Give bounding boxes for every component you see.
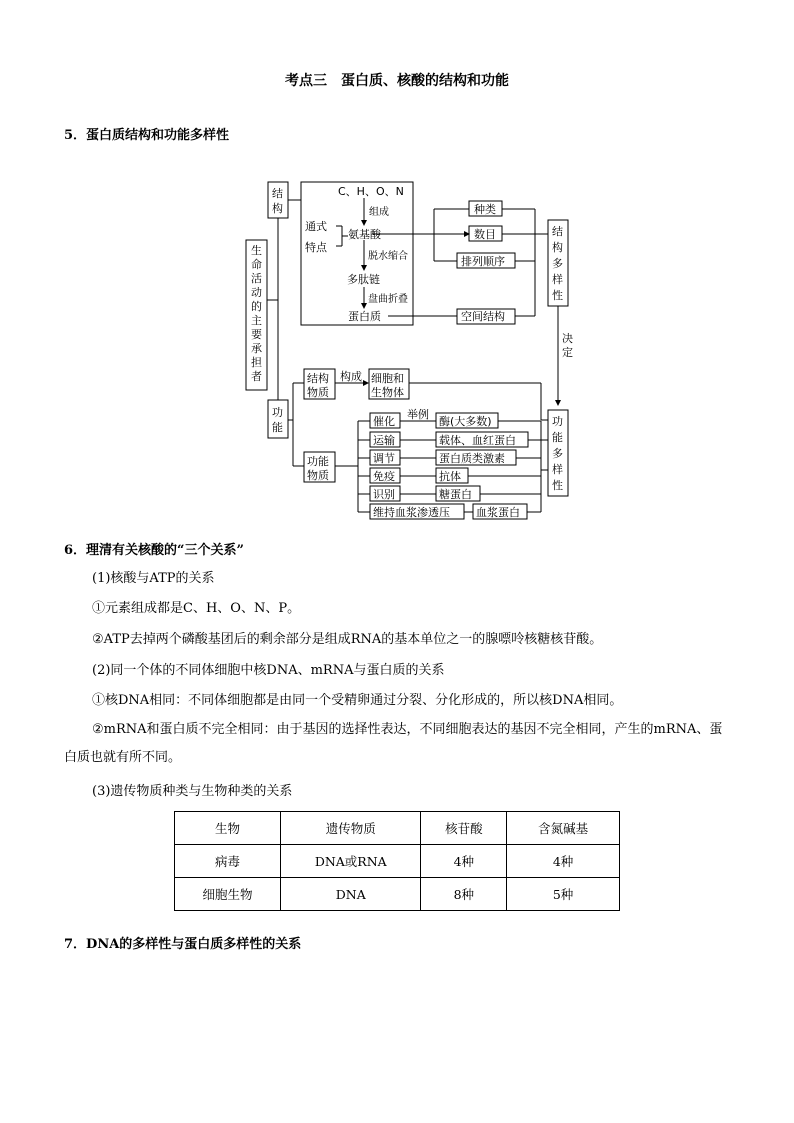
decide-label [562, 331, 573, 359]
amino-acid-text: 氨基酸 [348, 228, 381, 241]
svg-text:功能: 功能 [307, 455, 329, 468]
s1-title: (1)核酸与ATP的关系 [92, 571, 215, 586]
function-item: 调节 [373, 452, 395, 465]
function-item: 维持血浆渗透压 [373, 506, 450, 519]
svg-text:样: 样 [552, 463, 563, 476]
svg-text:性: 性 [552, 289, 563, 302]
svg-text:结: 结 [552, 225, 563, 238]
svg-text:活: 活 [251, 272, 262, 285]
svg-text:担: 担 [251, 356, 262, 369]
table-header-cell: 遗传物质 [281, 812, 421, 845]
svg-text:定: 定 [562, 346, 573, 359]
svg-text:结构: 结构 [307, 372, 329, 385]
svg-text:命: 命 [251, 258, 262, 271]
spatial-text: 空间结构 [461, 310, 505, 323]
protein-concept-diagram [0, 0, 794, 540]
svg-text:构: 构 [272, 202, 283, 215]
compose-text: 组成 [369, 207, 389, 218]
functional-material-label [307, 454, 329, 482]
s2-item-b: ②mRNA和蛋白质不完全相同：由于基因的选择性表达，不同细胞表达的基因不完全相同，产生的mRNA、蛋白质也就有所不同。 [64, 722, 723, 765]
table-header-cell: 核苷酸 [421, 812, 507, 845]
example-item: 抗体 [439, 470, 461, 483]
dehydration-text: 脱水缩合 [368, 251, 408, 262]
table-header-cell: 含氮碱基 [507, 812, 620, 845]
svg-text:主: 主 [251, 314, 262, 327]
table-cell: DNA或RNA [281, 845, 421, 878]
s2-title: (2)同一个体的不同体细胞中核DNA、mRNA与蛋白质的关系 [92, 663, 445, 678]
number-text: 数目 [474, 228, 496, 241]
example-text: 举例 [407, 408, 429, 421]
svg-text:生: 生 [251, 244, 262, 257]
page-title: 考点三 蛋白质、核酸的结构和功能 [285, 73, 509, 89]
table-row [175, 878, 620, 911]
function-list [373, 414, 520, 519]
svg-text:能: 能 [272, 421, 283, 434]
svg-text:的: 的 [251, 300, 262, 313]
svg-text:功: 功 [272, 406, 283, 419]
section5-heading: 5．蛋白质结构和功能多样性 [64, 128, 230, 143]
svg-text:多: 多 [552, 447, 563, 460]
feature-text: 特点 [305, 241, 327, 254]
table-cell: 5种 [507, 878, 620, 911]
example-item: 酶(大多数) [439, 415, 492, 428]
svg-text:多: 多 [552, 257, 563, 270]
svg-text:物质: 物质 [307, 386, 329, 399]
s1-item-b: ②ATP去掉两个磷酸基团后的剩余部分是组成RNA的基本单位之一的腺嘌呤核糖核苷酸。 [92, 632, 603, 647]
function-item: 免疫 [373, 470, 395, 483]
svg-text:性: 性 [552, 479, 563, 492]
table-row [175, 845, 620, 878]
example-item: 载体、血红蛋白 [439, 434, 516, 447]
polypeptide-text: 多肽链 [347, 273, 380, 286]
genetic-material-table [174, 811, 620, 911]
svg-text:能: 能 [552, 431, 563, 444]
table-cell: DNA [281, 878, 421, 911]
general-formula-text: 通式 [305, 220, 327, 233]
cell-organism-label [371, 372, 404, 399]
protein-text: 蛋白质 [348, 310, 381, 323]
order-text: 排列顺序 [461, 255, 505, 268]
type-text: 种类 [474, 203, 496, 216]
table-cell: 4种 [507, 845, 620, 878]
s2-item-a: ①核DNA相同：不同体细胞都是由同一个受精卵通过分裂、分化形成的，所以核DNA相同。 [92, 693, 623, 708]
structure-diversity-label [552, 224, 563, 302]
section6-heading: 6．理清有关核酸的“三个关系” [64, 543, 245, 558]
constitute-text: 构成 [340, 370, 362, 383]
s3-title: (3)遗传物质种类与生物种类的关系 [92, 784, 293, 799]
function-diversity-label [552, 414, 563, 492]
svg-text:构: 构 [552, 241, 563, 254]
svg-text:细胞和: 细胞和 [371, 372, 404, 385]
function-item: 运输 [373, 434, 395, 447]
table-cell: 细胞生物 [175, 878, 281, 911]
table-cell: 8种 [421, 878, 507, 911]
svg-text:动: 动 [251, 286, 262, 299]
svg-text:结: 结 [272, 187, 283, 200]
table-cell: 4种 [421, 845, 507, 878]
structural-material-label [307, 371, 329, 399]
function-label [272, 405, 283, 434]
function-item: 催化 [373, 415, 395, 428]
table-cell: 病毒 [175, 845, 281, 878]
table-header-row [175, 812, 620, 845]
example-item: 糖蛋白 [439, 488, 472, 501]
example-item: 蛋白质类激素 [439, 452, 505, 465]
s1-item-a: ①元素组成都是C、H、O、N、P。 [92, 601, 301, 616]
svg-text:功: 功 [552, 415, 563, 428]
svg-text:者: 者 [251, 370, 262, 383]
svg-text:样: 样 [552, 273, 563, 286]
svg-text:物质: 物质 [307, 469, 329, 482]
structure-label [272, 186, 283, 215]
folding-text: 盘曲折叠 [368, 294, 408, 305]
main-bearer-label [251, 243, 262, 383]
svg-text:要: 要 [251, 328, 262, 341]
svg-text:承: 承 [251, 342, 262, 355]
section7-heading: 7．DNA的多样性与蛋白质多样性的关系 [64, 937, 302, 952]
elements-text: C、H、O、N [338, 185, 404, 198]
svg-text:生物体: 生物体 [371, 386, 404, 399]
function-item: 识别 [373, 488, 395, 501]
svg-text:决: 决 [562, 332, 573, 345]
example-item: 血浆蛋白 [476, 506, 520, 519]
table-header-cell: 生物 [175, 812, 281, 845]
